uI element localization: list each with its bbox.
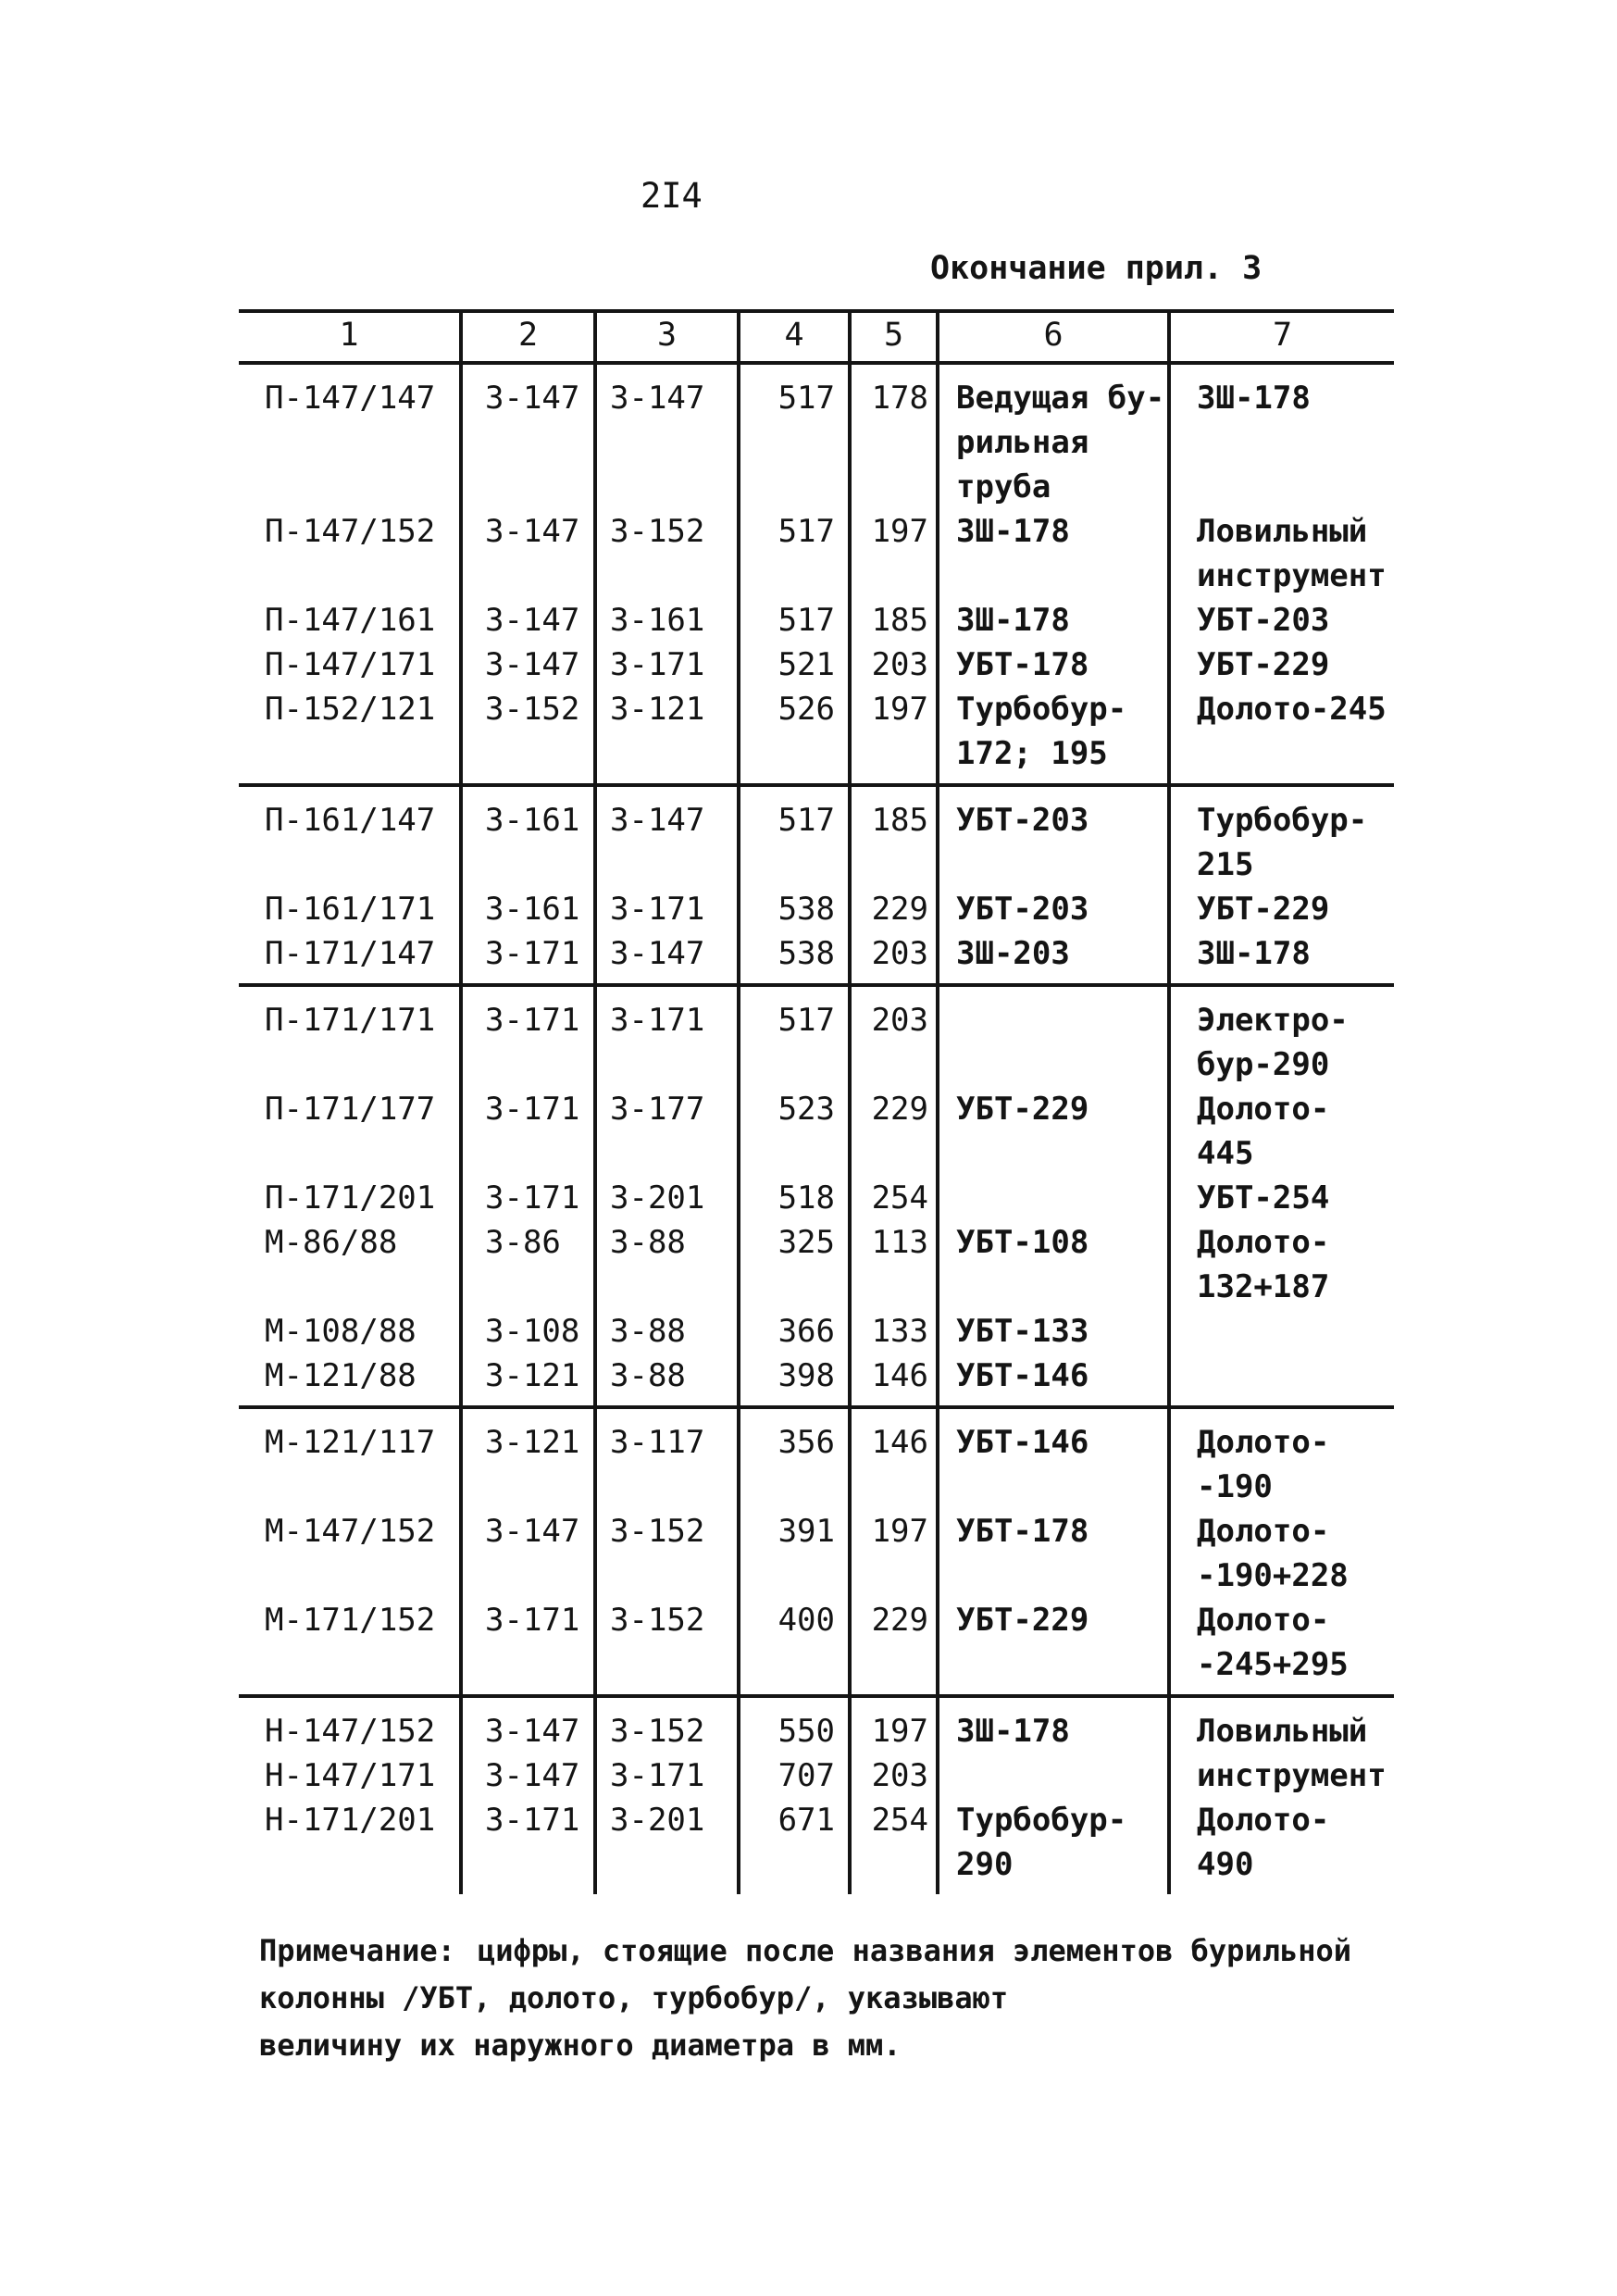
cell-line (956, 1042, 1167, 1087)
cell-line: ЗШ-178 (956, 1713, 1070, 1750)
cell-line: З-171 (485, 1802, 580, 1839)
cell-line (956, 1176, 1167, 1220)
cell-line: П-147/152 (265, 513, 436, 550)
cell-line (1197, 465, 1394, 509)
cell-line: 366 (777, 1313, 835, 1350)
cell-line: З-117 (610, 1424, 705, 1461)
cell-line: УБТ-229 (1197, 646, 1330, 683)
cell-col6 (938, 1407, 1169, 1696)
cell-line: З-161 (485, 802, 580, 839)
cell-col7 (1169, 1407, 1394, 1696)
cell-line: З-88 (610, 1224, 686, 1261)
cell-line (610, 1642, 737, 1687)
cell-line: З-147 (485, 1713, 580, 1750)
footnote (259, 1928, 1351, 2069)
cell-line (485, 1642, 593, 1687)
cell-line: Н-147/152 (265, 1713, 436, 1750)
cell-col5 (850, 363, 938, 785)
cell-line: 203 (871, 935, 928, 972)
cell-line: Ведущая бу- (956, 380, 1165, 417)
cell-line: З-161 (610, 602, 705, 639)
cell-line: З-147 (610, 935, 705, 972)
cell-line: З-152 (610, 1713, 705, 1750)
cell-line (485, 731, 593, 776)
cell-line: З-201 (610, 1179, 705, 1217)
cell-line: Долото- (1197, 1513, 1330, 1550)
cell-line (852, 1265, 928, 1309)
cell-line (852, 842, 928, 887)
table-row (239, 985, 1394, 1407)
cell-line (852, 1042, 928, 1087)
cell-line: 518 (777, 1179, 835, 1217)
column-header: 2 (461, 311, 595, 363)
cell-line: П-161/147 (265, 802, 436, 839)
cell-line: 550 (777, 1713, 835, 1750)
cell-line: 254 (871, 1179, 928, 1217)
cell-line: 229 (871, 1091, 928, 1128)
cell-line: З-147 (485, 380, 580, 417)
cell-line (956, 1554, 1167, 1598)
cell-designation (239, 363, 461, 785)
cell-line: 517 (777, 513, 835, 550)
cell-line: -190 (1197, 1468, 1273, 1505)
cell-line: Долото- (1197, 1602, 1330, 1639)
cell-line (265, 731, 459, 776)
cell-line (740, 420, 835, 465)
cell-line (956, 842, 1167, 887)
table-row (239, 1696, 1394, 1894)
cell-col7 (1169, 363, 1394, 785)
cell-line: З-171 (485, 1602, 580, 1639)
cell-designation (239, 1696, 461, 1894)
cell-line (485, 1465, 593, 1509)
cell-line: М-171/152 (265, 1602, 436, 1639)
cell-line: 132+187 (1197, 1268, 1330, 1305)
cell-line: З-177 (610, 1091, 705, 1128)
cell-line: Долото- (1197, 1091, 1330, 1128)
cell-line (852, 1554, 928, 1598)
cell-line: Долото-245 (1197, 691, 1387, 728)
cell-line (740, 1642, 835, 1687)
cell-line (265, 1465, 459, 1509)
cell-line: З-121 (610, 691, 705, 728)
cell-line (610, 1842, 737, 1887)
cell-line (265, 1042, 459, 1087)
cell-line: З-171 (610, 646, 705, 683)
cell-line: З-171 (485, 1179, 580, 1217)
cell-line (265, 554, 459, 598)
cell-line (265, 842, 459, 887)
header-row (239, 311, 1394, 363)
cell-line (265, 1131, 459, 1176)
cell-line: Турбобур- (956, 1802, 1127, 1839)
cell-line: 178 (871, 380, 928, 417)
cell-line (610, 1131, 737, 1176)
cell-line: 707 (777, 1757, 835, 1794)
table-group (239, 363, 1394, 785)
cell-line: УБТ-254 (1197, 1179, 1330, 1217)
cell-line (1197, 731, 1394, 776)
cell-line: 215 (1197, 846, 1254, 883)
cell-line: З-88 (610, 1313, 686, 1350)
cell-line (610, 1554, 737, 1598)
cell-line: УБТ-133 (956, 1313, 1089, 1350)
cell-col3 (595, 363, 739, 785)
cell-col3 (595, 985, 739, 1407)
cell-col3 (595, 1696, 739, 1894)
cell-col5 (850, 1407, 938, 1696)
cell-line (852, 465, 928, 509)
footnote-label: Примечание: (259, 1933, 455, 1968)
cell-line (956, 1642, 1167, 1687)
cell-line (265, 1554, 459, 1598)
cell-line: УБТ-108 (956, 1224, 1089, 1261)
continuation-label: Окончание прил. 3 (930, 250, 1263, 287)
cell-line (740, 842, 835, 887)
cell-col5 (850, 1696, 938, 1894)
cell-line: З-108 (485, 1313, 580, 1350)
cell-line: З-161 (485, 891, 580, 928)
cell-col2 (461, 363, 595, 785)
cell-line: Долото- (1197, 1802, 1330, 1839)
cell-line (485, 1042, 593, 1087)
cell-line: З-147 (485, 602, 580, 639)
cell-line: УБТ-229 (956, 1091, 1089, 1128)
cell-col4 (739, 1407, 850, 1696)
cell-line: 290 (956, 1846, 1014, 1883)
cell-line (610, 731, 737, 776)
column-header: 7 (1169, 311, 1394, 363)
cell-line (740, 1554, 835, 1598)
cell-col2 (461, 1407, 595, 1696)
cell-line: З-171 (610, 891, 705, 928)
cell-col4 (739, 985, 850, 1407)
table-group (239, 1407, 1394, 1696)
cell-line: З-121 (485, 1424, 580, 1461)
cell-line: 325 (777, 1224, 835, 1261)
table-row (239, 363, 1394, 785)
cell-line: З-171 (610, 1757, 705, 1794)
cell-line: Ловильный (1197, 1713, 1368, 1750)
cell-line: 521 (777, 646, 835, 683)
cell-line: З-201 (610, 1802, 705, 1839)
cell-line: П-171/201 (265, 1179, 436, 1217)
cell-line: 517 (777, 602, 835, 639)
cell-line (852, 1642, 928, 1687)
cell-line: инструмент (1197, 1757, 1387, 1794)
cell-line (610, 554, 737, 598)
cell-line: З-86 (485, 1224, 561, 1261)
cell-line (852, 420, 928, 465)
cell-line: бур-290 (1197, 1046, 1330, 1083)
cell-line: Турбобур- (1197, 802, 1368, 839)
cell-line (265, 1265, 459, 1309)
cell-line: 113 (871, 1224, 928, 1261)
cell-line: 490 (1197, 1846, 1254, 1883)
cell-line: 517 (777, 380, 835, 417)
cell-line: инструмент (1197, 557, 1387, 594)
cell-line (740, 731, 835, 776)
cell-line: 172; 195 (956, 735, 1108, 772)
cell-line: Долото- (1197, 1224, 1330, 1261)
table-group (239, 785, 1394, 985)
cell-line: З-171 (485, 935, 580, 972)
cell-line (852, 1842, 928, 1887)
cell-line: П-152/121 (265, 691, 436, 728)
cell-line: П-171/177 (265, 1091, 436, 1128)
data-table-container (239, 309, 1394, 1894)
cell-line: 538 (777, 935, 835, 972)
cell-col6 (938, 985, 1169, 1407)
cell-line: 400 (777, 1602, 835, 1639)
table-row (239, 785, 1394, 985)
cell-line (740, 1131, 835, 1176)
cell-line: З-147 (610, 380, 705, 417)
cell-col3 (595, 1407, 739, 1696)
cell-line: 197 (871, 513, 928, 550)
cell-line: З-171 (610, 1002, 705, 1039)
cell-line: УБТ-203 (1197, 602, 1330, 639)
cell-line: УБТ-178 (956, 1513, 1089, 1550)
cell-line: 517 (777, 1002, 835, 1039)
cell-line: 356 (777, 1424, 835, 1461)
cell-line (265, 1842, 459, 1887)
cell-line: УБТ-146 (956, 1357, 1089, 1394)
cell-designation (239, 1407, 461, 1696)
cell-line (956, 554, 1167, 598)
cell-line: 146 (871, 1357, 928, 1394)
cell-line: ЗШ-178 (1197, 380, 1311, 417)
cell-line (610, 1265, 737, 1309)
cell-line: УБТ-146 (956, 1424, 1089, 1461)
cell-line: П-161/171 (265, 891, 436, 928)
cell-line: З-171 (485, 1091, 580, 1128)
cell-col7 (1169, 785, 1394, 985)
cell-line (956, 1265, 1167, 1309)
cell-col7 (1169, 985, 1394, 1407)
cell-line: Электро- (1197, 1002, 1349, 1039)
table-group (239, 1696, 1394, 1894)
cell-line (485, 842, 593, 887)
cell-line: З-152 (610, 1602, 705, 1639)
cell-line (740, 1265, 835, 1309)
column-header: 5 (850, 311, 938, 363)
cell-line: З-152 (610, 513, 705, 550)
column-header: 3 (595, 311, 739, 363)
cell-line: 445 (1197, 1135, 1254, 1172)
cell-line: УБТ-229 (1197, 891, 1330, 928)
column-header: 6 (938, 311, 1169, 363)
cell-col5 (850, 985, 938, 1407)
cell-line (956, 1131, 1167, 1176)
cell-line: 526 (777, 691, 835, 728)
cell-line (610, 420, 737, 465)
table-row (239, 1407, 1394, 1696)
cell-line: З-171 (485, 1002, 580, 1039)
cell-line: 185 (871, 802, 928, 839)
cell-designation (239, 785, 461, 985)
cell-line (740, 1042, 835, 1087)
cell-line: -245+295 (1197, 1646, 1349, 1683)
cell-line (852, 1465, 928, 1509)
cell-line (740, 1465, 835, 1509)
cell-line: М-121/88 (265, 1357, 417, 1394)
cell-line: 185 (871, 602, 928, 639)
cell-line: 146 (871, 1424, 928, 1461)
column-header: 1 (239, 311, 461, 363)
cell-line: 203 (871, 646, 928, 683)
cell-line: М-86/88 (265, 1224, 398, 1261)
cell-line (956, 1465, 1167, 1509)
cell-line: рильная (956, 424, 1089, 461)
cell-line (485, 420, 593, 465)
cell-line: 203 (871, 1757, 928, 1794)
cell-col2 (461, 785, 595, 985)
cell-line: 229 (871, 1602, 928, 1639)
cell-line (610, 465, 737, 509)
cell-col5 (850, 785, 938, 985)
cell-line (852, 1131, 928, 1176)
cell-line: П-147/171 (265, 646, 436, 683)
cell-line: 517 (777, 802, 835, 839)
cell-line: 254 (871, 1802, 928, 1839)
cell-line (610, 842, 737, 887)
cell-line: УБТ-203 (956, 802, 1089, 839)
cell-line: З-147 (485, 646, 580, 683)
cell-line: З-152 (485, 691, 580, 728)
cell-line (485, 1554, 593, 1598)
cell-line: 671 (777, 1802, 835, 1839)
cell-line (1197, 420, 1394, 465)
cell-line (610, 1042, 737, 1087)
cell-line: 197 (871, 1513, 928, 1550)
cell-line (1197, 1309, 1394, 1354)
cell-line: ЗШ-178 (956, 513, 1070, 550)
cell-col3 (595, 785, 739, 985)
cell-line (610, 1465, 737, 1509)
cell-line: 538 (777, 891, 835, 928)
cell-line: 197 (871, 691, 928, 728)
data-table (239, 309, 1394, 1894)
cell-line (485, 1265, 593, 1309)
cell-line: ЗШ-203 (956, 935, 1070, 972)
cell-line: П-171/147 (265, 935, 436, 972)
cell-line (956, 998, 1167, 1042)
cell-col7 (1169, 1696, 1394, 1894)
cell-col6 (938, 785, 1169, 985)
cell-line (265, 420, 459, 465)
cell-line: 133 (871, 1313, 928, 1350)
cell-line: УБТ-229 (956, 1602, 1089, 1639)
page-number: 2I4 (641, 176, 703, 216)
footnote-text: цифры, стоящие после названия элементов бурильной колонны /УБТ, долото, турбобур/, указывают величину их наружного диаметра в мм. (259, 1933, 1352, 2063)
cell-col4 (739, 785, 850, 985)
cell-line (485, 554, 593, 598)
cell-line: М-108/88 (265, 1313, 417, 1350)
cell-line: З-147 (610, 802, 705, 839)
cell-col2 (461, 985, 595, 1407)
cell-line: М-121/117 (265, 1424, 436, 1461)
cell-line: П-171/171 (265, 1002, 436, 1039)
cell-line (740, 1842, 835, 1887)
cell-line: 391 (777, 1513, 835, 1550)
cell-line: Н-171/201 (265, 1802, 436, 1839)
cell-designation (239, 985, 461, 1407)
cell-col2 (461, 1696, 595, 1894)
cell-line (485, 465, 593, 509)
cell-line: Долото- (1197, 1424, 1330, 1461)
cell-line (956, 1753, 1167, 1798)
table-header (239, 311, 1394, 363)
cell-col6 (938, 1696, 1169, 1894)
cell-line (740, 465, 835, 509)
cell-line: УБТ-178 (956, 646, 1089, 683)
cell-line: ЗШ-178 (1197, 935, 1311, 972)
cell-line: П-147/147 (265, 380, 436, 417)
cell-line (485, 1131, 593, 1176)
table-group (239, 985, 1394, 1407)
cell-line (852, 554, 928, 598)
cell-line: З-147 (485, 513, 580, 550)
cell-line: труба (956, 468, 1051, 505)
cell-line: 197 (871, 1713, 928, 1750)
cell-line: З-147 (485, 1757, 580, 1794)
cell-line (485, 1842, 593, 1887)
cell-line: 203 (871, 1002, 928, 1039)
cell-line: М-147/152 (265, 1513, 436, 1550)
cell-line (740, 554, 835, 598)
cell-line: З-152 (610, 1513, 705, 1550)
cell-line: ЗШ-178 (956, 602, 1070, 639)
cell-line: З-121 (485, 1357, 580, 1394)
cell-line: П-147/161 (265, 602, 436, 639)
cell-line: З-147 (485, 1513, 580, 1550)
cell-col4 (739, 1696, 850, 1894)
column-header: 4 (739, 311, 850, 363)
cell-line (852, 731, 928, 776)
cell-line: -190+228 (1197, 1557, 1349, 1594)
cell-col6 (938, 363, 1169, 785)
cell-col4 (739, 363, 850, 785)
cell-line: УБТ-203 (956, 891, 1089, 928)
cell-line: 229 (871, 891, 928, 928)
cell-line: Ловильный (1197, 513, 1368, 550)
cell-line (1197, 1354, 1394, 1398)
cell-line: Н-147/171 (265, 1757, 436, 1794)
cell-line (265, 465, 459, 509)
cell-line: 523 (777, 1091, 835, 1128)
cell-line: Турбобур- (956, 691, 1127, 728)
cell-line: 398 (777, 1357, 835, 1394)
cell-line (265, 1642, 459, 1687)
cell-line: З-88 (610, 1357, 686, 1394)
